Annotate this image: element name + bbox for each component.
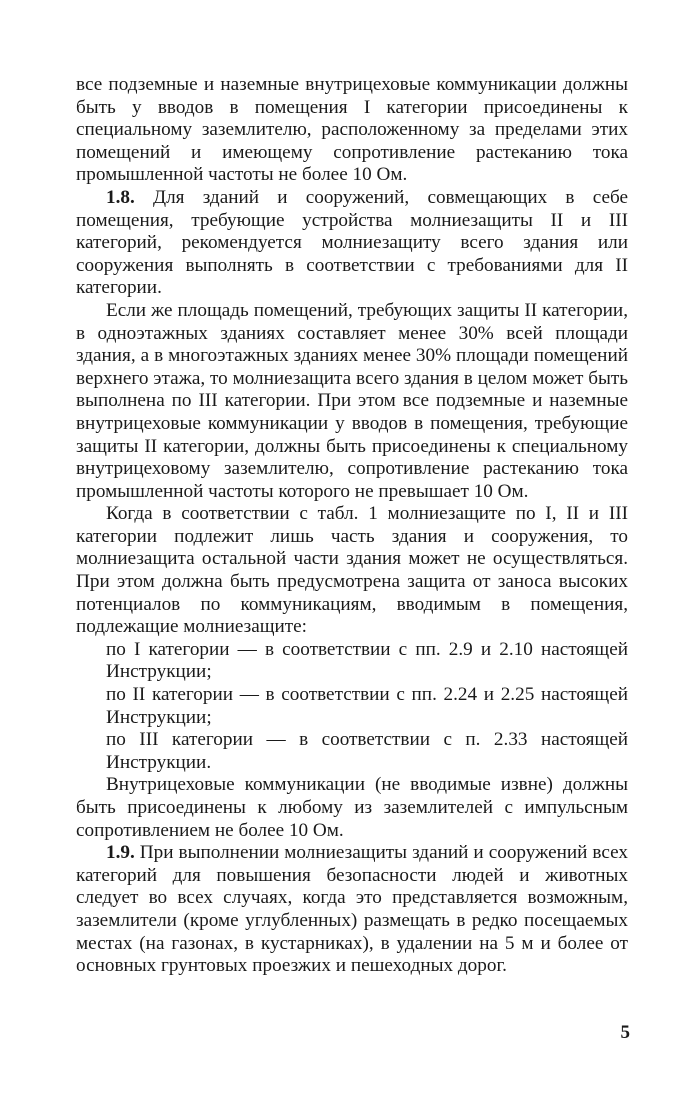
paragraph-text: по II категории — в соответствии с пп. 2.24 и 2.25 настоящей Инструкции; <box>106 684 628 728</box>
paragraph-text: Внутрицеховые коммуникации (не вводимые извне) должны быть присоединены к любому из заземлителей с импульсным сопротивлением не более 10 Ом. <box>76 774 628 841</box>
paragraph-text: Если же площадь помещений, требующих защиты II категории, в одноэтажных зданиях составляет менее 30% всей площади здания, а в многоэтажных зданиях менее 30% площади помещений верхнего этажа, то молниезащита всего здания в целом может быть выполнена по III категории. При этом все подземные и наземные внутрицеховые коммуникации у вводов в помещения, требующие защиты II категории, должны быть присоединены к специальному внутрицеховому заземлителю, сопротивление растеканию тока промышленной частоты которого не превышает 10 Ом. <box>76 299 628 502</box>
paragraph-1-8 <box>76 187 628 300</box>
paragraph-number: 1.9. <box>106 842 135 864</box>
paragraph <box>76 503 628 639</box>
list-item-category-2 <box>76 684 628 729</box>
list-item-category-1 <box>76 639 628 684</box>
paragraph-text: При выполнении молниезащиты зданий и сооружений всех категорий для повышения безопасности людей и животных следует во всех случаях, когда это представляется возможным, заземлители (кроме углубленных) размещать в редко посещаемых местах (на газонах, в кустарниках), в удалении на 5 м и более от основных грунтовых проезжих и пешеходных дорог. <box>76 842 628 977</box>
paragraph-continuation <box>76 74 628 187</box>
paragraph-number: 1.8. <box>106 186 135 208</box>
paragraph-text: по III категории — в соответствии с п. 2.33 настоящей Инструкции. <box>106 729 628 773</box>
paragraph <box>76 300 628 503</box>
paragraph-1-9 <box>76 842 628 978</box>
paragraph-text: Для зданий и сооружений, совмещающих в себе помещения, требующие устройства молниезащиты II и III категорий, рекомендуется молниезащиту всего здания или сооружения выполнять в соответствии с требованиями для II категории. <box>76 186 628 299</box>
list-item-category-3 <box>76 729 628 774</box>
paragraph <box>76 774 628 842</box>
paragraph-text: все подземные и наземные внутрицеховые коммуникации должны быть у вводов в помещения I категории присоединены к специальному заземлителю, расположенному за пределами этих помещений и имеющему сопротивление растеканию тока промышленной частоты не более 10 Ом. <box>76 74 628 186</box>
paragraph-text: Когда в соответствии с табл. 1 молниезащите по I, II и III категории подлежит лишь часть здания и сооружения, то молниезащита остальной части здания может не осуществляться. При этом должна быть предусмотрена защита от заноса высоких потенциалов по коммуникациям, вводимым в помещения, подлежащие молниезащите: <box>76 503 628 638</box>
paragraph-text: по I категории — в соответствии с пп. 2.9 и 2.10 настоящей Инструкции; <box>106 638 628 683</box>
page-number: 5 <box>620 1022 630 1043</box>
page-body <box>76 74 628 978</box>
